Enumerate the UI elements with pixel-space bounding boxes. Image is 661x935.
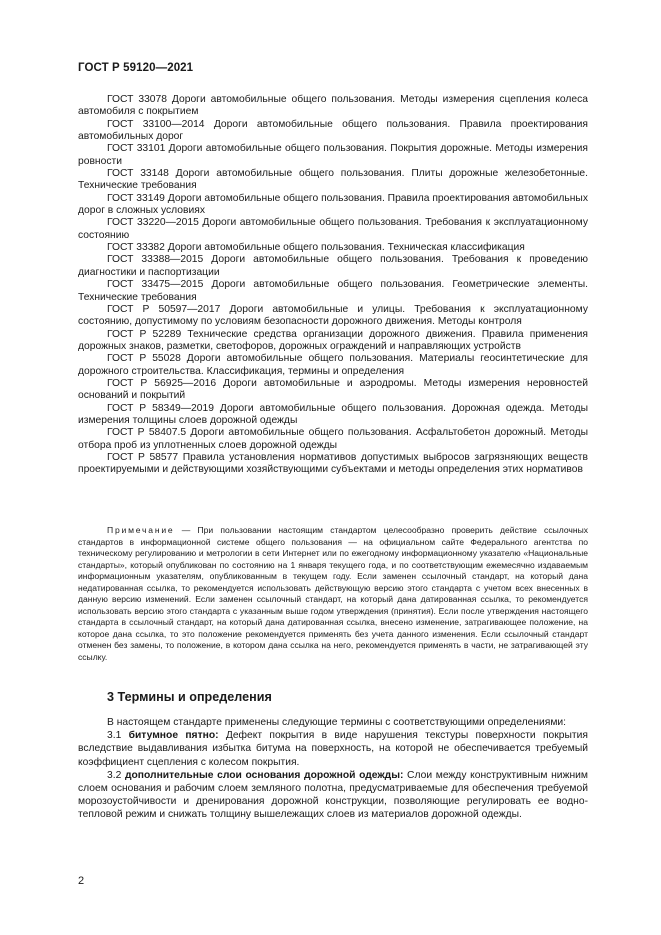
term-definition (78, 769, 588, 822)
reference-item: ГОСТ Р 58577 Правила установления нормативов допустимых выбросов загрязняющих веществ проектируемыми и действующими хозяйствующими субъектами и методы определения этих нормативов (78, 451, 588, 476)
section-intro: В настоящем стандарте применены следующие термины с соответствующими определениями: (107, 717, 567, 728)
term-number: 3.2 (107, 769, 125, 781)
normative-references-list (78, 94, 588, 477)
reference-item: ГОСТ Р 52289 Технические средства организации дорожного движения. Правила применения дорожных знаков, разметки, светофоров, дорожных ограждений и направляющих устройств (78, 328, 588, 352)
reference-item: ГОСТ 33475—2015 Дороги автомобильные общего пользования. Геометрические элементы. Технические требования (78, 279, 588, 303)
term-name: дополнительные слои основания дорожной одежды: (124, 769, 404, 781)
reference-item: ГОСТ 33220—2015 Дороги автомобильные общего пользования. Требования к эксплуатационному состоянию (78, 217, 588, 241)
reference-item: ГОСТ Р 58407.5 Дороги автомобильные общего пользования. Асфальтобетон дорожный. Методы отбора проб из уплотненных слоев дорожной одежды (78, 427, 588, 451)
reference-item: ГОСТ 33100—2014 Дороги автомобильные общего пользования. Правила проектирования автомобильных дорог (78, 118, 588, 143)
reference-item: ГОСТ 33148 Дороги автомобильные общего пользования. Плиты дорожные железобетонные. Технические требования (78, 168, 588, 192)
section-title: 3 Термины и определения (107, 690, 272, 704)
reference-item: ГОСТ Р 50597—2017 Дороги автомобильные и улицы. Требования к эксплуатационному состоянию, допустимому по условиям безопасности дорожного движения. Методы контроля (78, 303, 588, 328)
reference-item: ГОСТ Р 56925—2016 Дороги автомобильные и аэродромы. Методы измерения неровностей оснований и покрытий (78, 377, 588, 402)
reference-item: ГОСТ 33382 Дороги автомобильные общего пользования. Техническая классификация (107, 242, 525, 254)
document-header: ГОСТ Р 59120—2021 (78, 62, 194, 74)
term-number: 3.1 (107, 730, 129, 742)
term-text: Дефект покрытия в виде нарушения текстуры поверхности покрытия вследствие выдавливания избытка битума на поверхность, на которой не обеспечивается требуемый коэффициент сцепления с колесом покрытия. (78, 730, 588, 768)
reference-item: ГОСТ 33149 Дороги автомобильные общего пользования. Правила проектирования автомобильных дорог в сложных условиях (78, 192, 588, 217)
reference-item: ГОСТ 33388—2015 Дороги автомобильные общего пользования. Требования к проведению диагностики и паспортизации (78, 254, 588, 278)
term-name: битумное пятно: (128, 730, 219, 742)
reference-item: ГОСТ Р 58349—2019 Дороги автомобильные общего пользования. Дорожная одежда. Методы измерения толщины слоев дорожной одежды (78, 402, 588, 426)
reference-item: ГОСТ Р 55028 Дороги автомобильные общего пользования. Материалы геосинтетические для дорожного строительства. Классификация, термины и определения (78, 353, 588, 377)
term-text: Слои между конструктивным нижним слоем основания и рабочим слоем земляного полотна, предусматриваемые для обеспечения требуемой морозоустойчивости и дренирования дорожной конструкции, позволяющие регулировать ее водно-тепловой режим и снижать толщину вышележащих слоев из материалов дорожной одежды. (78, 769, 588, 821)
reference-item: ГОСТ 33101 Дороги автомобильные общего пользования. Покрытия дорожные. Методы измерения ровности (78, 143, 588, 167)
note-label: Примечание (107, 525, 175, 535)
note-paragraph (78, 525, 588, 664)
term-definition (78, 729, 588, 769)
section-body (78, 716, 588, 822)
reference-item: ГОСТ 33078 Дороги автомобильные общего пользования. Методы измерения сцепления колеса автомобиля с покрытием (78, 94, 588, 118)
note-text: — При пользовании настоящим стандартом целесообразно проверить действие ссылочных стандартов в информационной системе общего пользования — на официальном сайте Федерального агентства по техническому регулированию и метрологии в сети Интернет или по ежегодному информационному указателю «Национальные стандарты», который опубликован по состоянию на 1 января текущего года, и по соответствующим ежемесячно издаваемым информационным указателям, опубликованным в текущем году. Если заменен ссылочный стандарт, на который дана недатированная ссылка, то рекомендуется использовать действующую версию этого стандарта с учетом всех внесенных в данную версию изменений. Если заменен ссылочный стандарт, на который дана датированная ссылка, то рекомендуется использовать версию этого стандарта с указанным выше годом утверждения (принятия). Если после утверждения настоящего стандарта в ссылочный стандарт, на который дана датированная ссылка, внесено изменение, затрагивающее положение, на которое дана ссылка, то это положение рекомендуется применять без учета данного изменения. Если ссылочный стандарт отменен без замены, то положение, в котором дана ссылка на него, рекомендуется применять в части, не затрагивающей эту ссылку. (78, 525, 588, 663)
page-number: 2 (78, 875, 85, 887)
